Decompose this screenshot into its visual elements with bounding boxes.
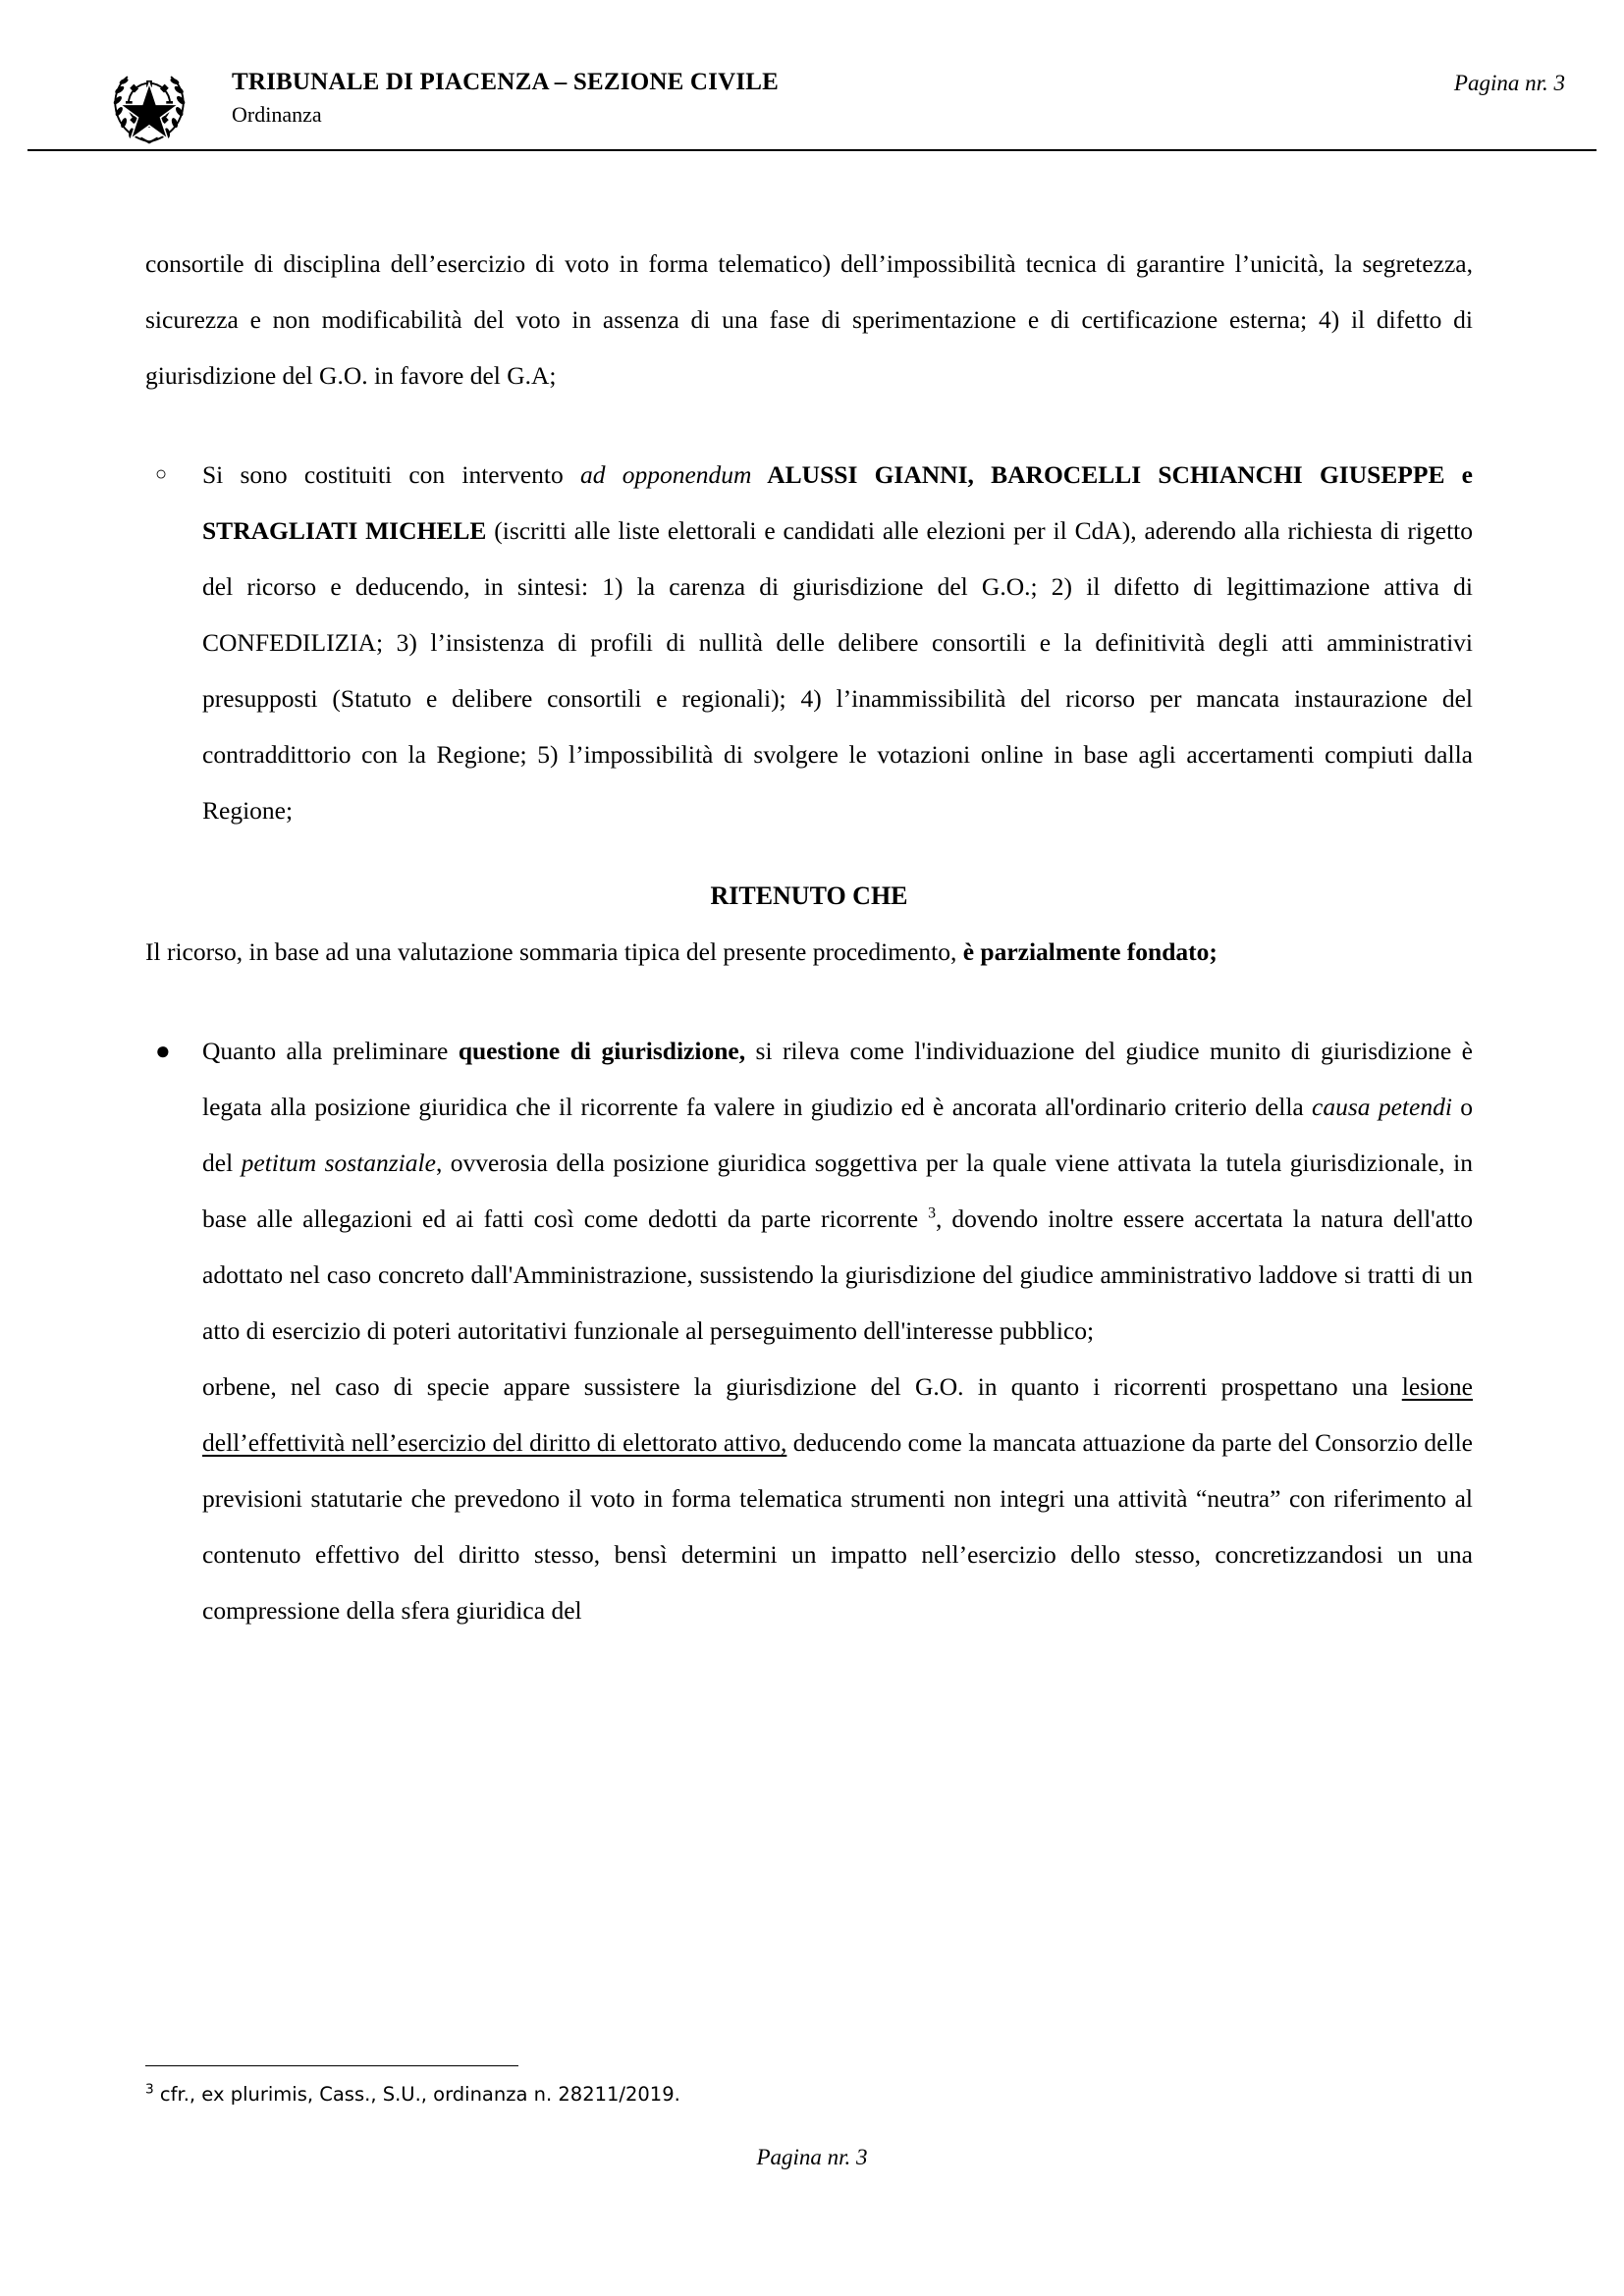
orbene-seg-1: orbene, nel caso di specie appare sussistere la giurisdizione del G.O. in quanto i ricorrenti prospettano una: [202, 1372, 1402, 1401]
giur-seg-petitum: petitum sostanziale: [241, 1148, 436, 1177]
paragraph-ritenuto-intro-text: [145, 924, 1473, 980]
footnote-area: [145, 2065, 1473, 2107]
section-heading-ritenuto-che: RITENUTO CHE: [710, 881, 908, 910]
list-item-costituiti-text: [202, 447, 1473, 838]
list-item-giurisdizione: [145, 1023, 1473, 1638]
list-item-giurisdizione-text: [202, 1023, 1473, 1359]
paragraph-ritenuto-intro: [145, 924, 1473, 980]
giur-seg-causa-petendi: causa petendi: [1312, 1093, 1452, 1121]
header-divider: [27, 149, 1597, 151]
costituiti-seg-rest: (iscritti alle liste elettorali e candidati alle elezioni per il CdA), aderendo alla richiesta di rigetto del ricorso e deducendo, in sintesi: 1) la carenza di giurisdizione del G.O.; 2) il difetto di legittimazione attiva di CONFEDILIZIA; 3) l’insistenza di profili di nullità delle delibere consortili e la definitività degli atti amministrativi presupposti (Statuto e delibere consortili e regionali); 4) l’inammissibilità del ricorso per mancata instaurazione del contraddittorio con la Regione; 5) l’impossibilità di svolgere le votazioni online in base agli accertamenti compiuti dalla Regione;: [202, 516, 1474, 825]
ritenuto-intro-seg-bold: è parzialmente fondato;: [962, 937, 1218, 966]
giur-seg-1: Quanto alla preliminare: [202, 1037, 459, 1065]
costituiti-seg-latin: ad opponendum: [579, 460, 752, 489]
paragraph-orbene-text: [202, 1359, 1473, 1638]
giur-seg-bold: questione di giurisdizione,: [458, 1037, 746, 1065]
giur-seg-3: si rileva come l'individuazione del giudice munito di giurisdizione è legata alla posizione giuridica che il ricorrente fa valere in giudizio ed è ancorata all'ordinario criterio della: [202, 1037, 1474, 1121]
document-type-label: Ordinanza: [232, 101, 322, 127]
giur-seg-5: o del: [202, 1093, 1473, 1177]
italian-republic-emblem-icon: [102, 55, 196, 149]
header-page-number: Pagina nr. 3: [1453, 71, 1565, 95]
paragraph-continued: [145, 236, 1473, 403]
costituiti-seg-intro: Si sono costituiti con intervento: [202, 460, 580, 489]
document-body: [145, 236, 1473, 1638]
paragraph-continued-text: consortile di disciplina dell’esercizio di voto in forma telematico) dell’impossibilità tecnica di garantire l’unicità, la segretezza, sicurezza e non modificabilità del voto in assenza di una fase di sperimentazione e di certificazione esterna; 4) il difetto di giurisdizione del G.O. in favore del G.A;: [145, 249, 1473, 390]
footer-page-number: Pagina nr. 3: [756, 2145, 868, 2169]
footnote-citation-text: cfr., ex plurimis, Cass., S.U., ordinanza n. 28211/2019.: [153, 2083, 680, 2106]
ritenuto-intro-seg-1: Il ricorso, in base ad una valutazione sommaria tipica del presente procedimento,: [145, 937, 963, 966]
page-header: [29, 55, 1565, 149]
footnote-reference-marker: 3: [928, 1204, 936, 1222]
header-title-block: [232, 55, 1454, 129]
orbene-seg-3: deducendo come la mancata attuazione da parte del Consorzio delle previsioni statutarie che prevedono il voto in forma telematica strumenti non integri una attività “neutra” con riferimento al contenuto effettivo del diritto stesso, bensì determini un impatto nell’esercizio dello stesso, concretizzandosi un una compressione della sfera giuridica del: [202, 1428, 1473, 1625]
footnote-number: 3: [145, 2081, 154, 2098]
footnote-separator: [145, 2065, 518, 2066]
orbene-seg-underlined: lesione dell’effettività nell’esercizio del diritto di elettorato attivo,: [202, 1372, 1473, 1457]
bullet-solid-circle-icon: ●: [155, 1037, 171, 1065]
court-title: TRIBUNALE DI PIACENZA – SEZIONE CIVILE: [232, 69, 780, 95]
list-item-costituiti: [145, 447, 1473, 838]
costituiti-seg-names: ALUSSI GIANNI, BAROCELLI SCHIANCHI GIUSEPPE e STRAGLIATI MICHELE: [202, 460, 1474, 545]
bullet-hollow-circle-icon: ○: [155, 463, 168, 485]
giur-seg-7: , ovverosia della posizione giuridica soggettiva per la quale viene attivata la tutela giurisdizionale, in base alle allegazioni ed ai fatti così come dedotti da parte ricorrente: [202, 1148, 1473, 1233]
footnote-entry: [145, 2082, 1473, 2107]
giur-seg-9: , dovendo inoltre essere accertata la natura dell'atto adottato nel caso concreto dall'Amministrazione, sussistendo la giurisdizione del giudice amministrativo laddove si tratti di un atto di esercizio di poteri autoritativi funzionale al perseguimento dell'interesse pubblico;: [202, 1204, 1473, 1345]
